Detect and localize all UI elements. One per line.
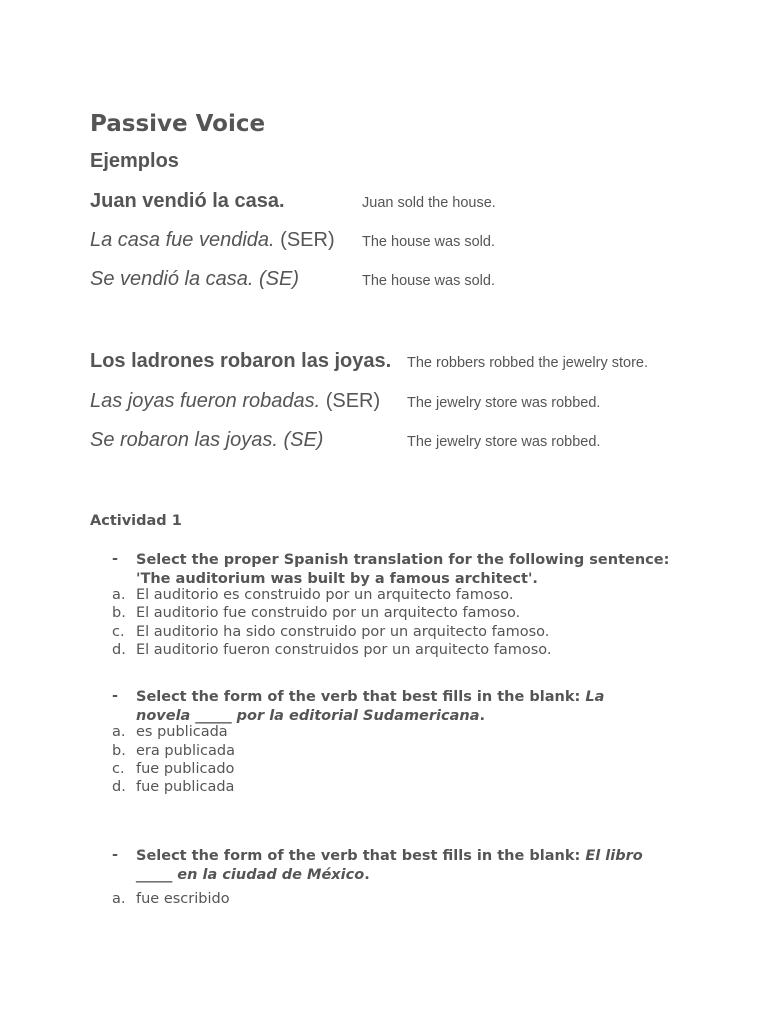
example2-se-english: The jewelry store was robbed. (407, 434, 601, 450)
example-ser-english: The house was sold. (362, 234, 495, 250)
question-1-bullet: - (112, 551, 119, 567)
example2-ser-spanish (90, 390, 380, 413)
question-2-option-d: d. fue publicada (112, 779, 235, 795)
example-active-english: Juan sold the house. (362, 195, 496, 211)
question-2-option-c: c. fue publicado (112, 761, 235, 777)
question-2-sentence: La novela _____ por la editorial Sudamericana (136, 689, 605, 724)
example2-ser-tag: (SER) (325, 390, 381, 412)
question-3-bullet: - (112, 847, 119, 863)
example2-ser-sentence: Las joyas fueron robadas. (90, 390, 321, 412)
example-ser-spanish (90, 229, 335, 252)
question-1-option-c: c. El auditorio ha sido construido por un arquitecto famoso. (112, 624, 550, 640)
section-heading-examples: Ejemplos (90, 150, 179, 172)
question-2-option-b: b. era publicada (112, 743, 235, 759)
question-2-prompt: Select the form of the verb that best fills in the blank: La novela _____ por la editorial Sudamericana. (136, 689, 605, 724)
activity-heading: Actividad 1 (90, 513, 182, 529)
question-1-option-d: d. El auditorio fueron construidos por un arquitecto famoso. (112, 642, 552, 658)
question-1-option-a: a. El auditorio es construido por un arquitecto famoso. (112, 587, 514, 603)
page-title: Passive Voice (90, 111, 266, 137)
example-ser-tag: (SER) (280, 229, 335, 251)
question-3-sentence: El libro _____ en la ciudad de México (136, 848, 643, 883)
question-2-option-a: a. es publicada (112, 724, 228, 740)
example-ser-sentence: La casa fue vendida. (90, 229, 275, 251)
example-se-english: The house was sold. (362, 273, 495, 289)
example-se-spanish: Se vendió la casa. (SE) (90, 268, 299, 290)
example-active-spanish: Juan vendió la casa. (90, 190, 285, 212)
question-2-bullet: - (112, 688, 119, 704)
example2-active-english: The robbers robbed the jewelry store. (407, 355, 648, 371)
question-1-option-b: b. El auditorio fue construido por un arquitecto famoso. (112, 605, 521, 621)
example2-ser-english: The jewelry store was robbed. (407, 395, 601, 411)
question-1-prompt: Select the proper Spanish translation for the following sentence: 'The auditorium was built by a famous architect'. (136, 552, 670, 587)
question-3-prompt: Select the form of the verb that best fills in the blank: El libro _____ en la ciudad de México. (136, 848, 643, 883)
example2-se-spanish: Se robaron las joyas. (SE) (90, 429, 324, 451)
question-3-option-a: a. fue escribido (112, 891, 230, 907)
example2-active-spanish: Los ladrones robaron las joyas. (90, 350, 392, 372)
